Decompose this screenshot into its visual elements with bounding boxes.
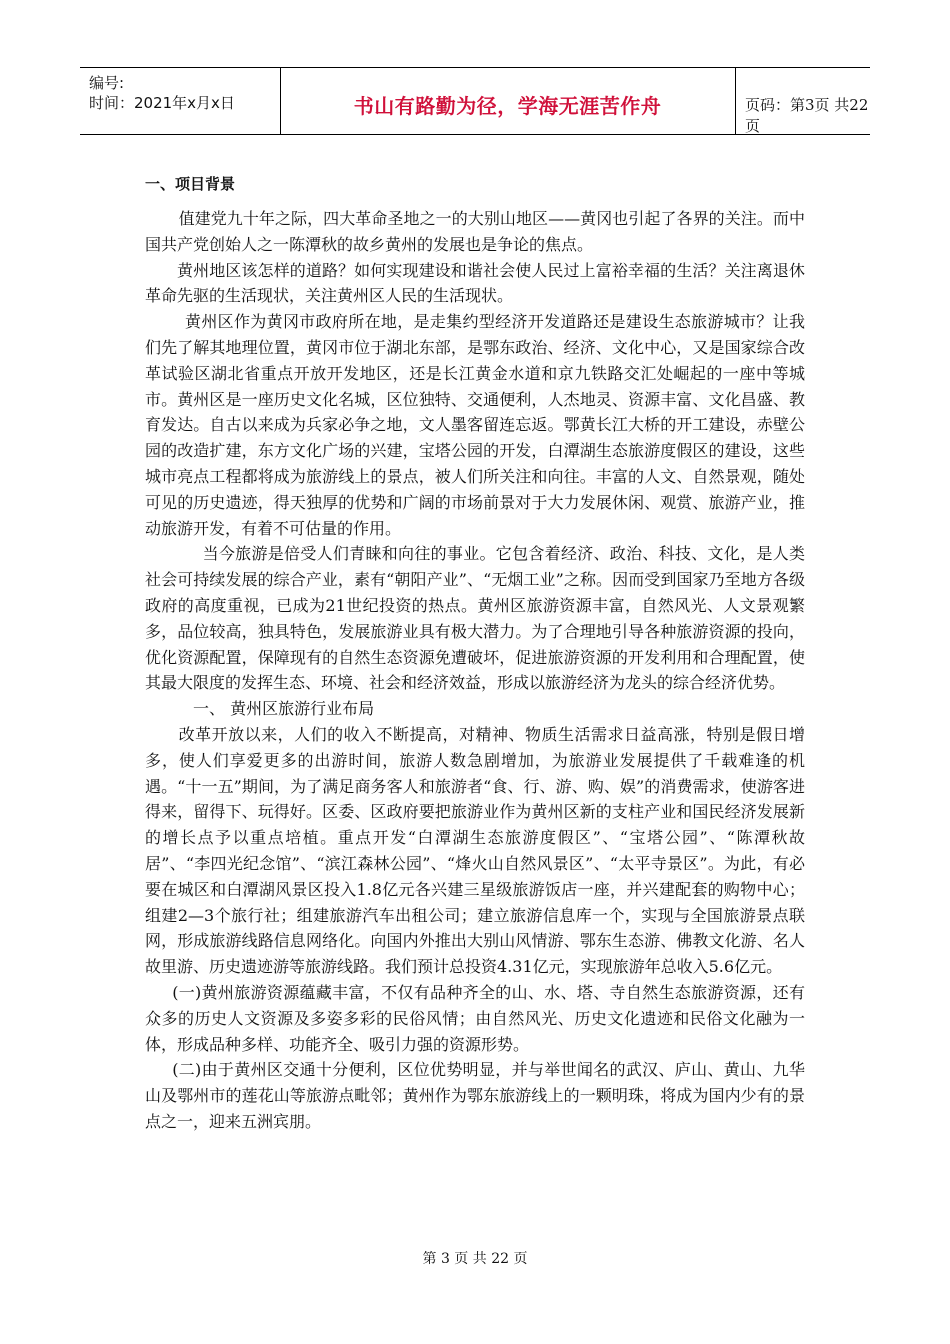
document-date-label: 时间：2021年x月x日 bbox=[89, 94, 235, 112]
paragraph-3: 黄州区作为黄冈市政府所在地，是走集约型经济开发道路还是建设生态旅游城市？让我们先了解其地理位置，黄冈市位于湖北东部，是鄂东政治、经济、文化中心，又是国家综合改革试验区湖北省重点开放开发地区，还是长江黄金水道和京九铁路交汇处崛起的一座中等城市。黄州区是一座历史文化名城，区位独特、交通便利，人杰地灵、资源丰富、文化昌盛、教育发达。自古以来成为兵家必争之地，文人墨客留连忘返。鄂黄长江大桥的开工建设，赤壁公园的改造扩建，东方文化广场的兴建，宝塔公园的开发，白潭湖生态旅游度假区的建设，这些城市亮点工程都将成为旅游线上的景点，被人们所关注和向往。丰富的人文、自然景观，随处可见的历史遗迹，得天独厚的优势和广阔的市场前景对于大力发展休闲、观赏、旅游产业，推动旅游开发，有着不可估量的作用。 bbox=[145, 312, 805, 538]
header-motto-cell bbox=[280, 68, 736, 134]
subheading: 一、 黄州区旅游行业布局 bbox=[193, 699, 375, 719]
paragraph-1: 值建党九十年之际，四大革命圣地之一的大别山地区——黄冈也引起了各界的关注。而中国共产党创始人之一陈潭秋的故乡黄州的发展也是争论的焦点。 bbox=[145, 209, 805, 254]
paragraph-6: (一)黄州旅游资源蕴藏丰富，不仅有品种齐全的山、水、塔、寺自然生态旅游资源，还有众多的历史人文资源及多姿多彩的民俗风情；由自然风光、历史文化遗迹和民俗文化融为一体，形成品种多样、功能齐全、吸引力强的资源形势。 bbox=[145, 982, 805, 1054]
header-page-info: 页码：第3页 共22页 bbox=[745, 96, 869, 135]
page-header bbox=[80, 67, 870, 135]
page-footer: 第 3 页 共 22 页 bbox=[422, 1251, 528, 1267]
paragraph-7: (二)由于黄州区交通十分便利，区位优势明显，并与举世闻名的武汉、庐山、黄山、九华山及鄂州市的莲花山等旅游点毗邻；黄州作为鄂东旅游线上的一颗明珠，将成为国内少有的景点之一，迎来五洲宾朋。 bbox=[145, 1060, 805, 1131]
document-body bbox=[145, 173, 805, 1135]
header-info-cell bbox=[80, 68, 281, 134]
paragraph-5: 改革开放以来，人们的收入不断提高，对精神、物质生活需求日益高涨，特别是假日增多，使人们享爱更多的出游时间，旅游人数急剧增加，为旅游业发展提供了千载难逢的机遇。“十一五”期间，为了满足商务客人和旅游者“食、行、游、购、娱”的消费需求，使游客进得来，留得下、玩得好。区委、区政府要把旅游业作为黄州区新的支柱产业和国民经济发展新的增长点予以重点培植。重点开发“白潭湖生态旅游度假区”、“宝塔公园”、“陈潭秋故居”、“李四光纪念馆”、“滨江森林公园”、“烽火山自然风景区”、“太平寺景区”。为此，有必要在城区和白潭湖风景区投入1.8亿元各兴建三星级旅游饭店一座，并兴建配套的购物中心；组建2—3个旅行社；组建旅游汽车出租公司；建立旅游信息库一个，实现与全国旅游景点联网，形成旅游线路信息网络化。向国内外推出大别山风情游、鄂东生态游、佛教文化游、名人故里游、历史遗迹游等旅游线路。我们预计总投资4.31亿元，实现旅游年总收入5.6亿元。 bbox=[145, 724, 805, 977]
paragraph-4: 当今旅游是倍受人们青睐和向往的事业。它包含着经济、政治、科技、文化，是人类社会可持续发展的综合产业，素有“朝阳产业”、“无烟工业”之称。因而受到国家乃至地方各级政府的高度重视，已成为21世纪投资的热点。黄州区旅游资源丰富，自然风光、人文景观繁多，品位较高，独具特色，发展旅游业具有极大潜力。为了合理地引导各种旅游资源的投向，优化资源配置，保障现有的自然生态资源免遭破坏，促进旅游资源的开发利用和合理配置，使其最大限度的发挥生态、环境、社会和经济效益，形成以旅游经济为龙头的综合经济优势。 bbox=[145, 544, 805, 693]
paragraph-2: 黄州地区该怎样的道路？如何实现建设和谐社会使人民过上富裕幸福的生活？关注离退休革命先驱的生活现状，关注黄州区人民的生活现状。 bbox=[145, 260, 805, 306]
header-page-cell bbox=[735, 68, 870, 134]
section-title: 一、项目背景 bbox=[145, 175, 236, 193]
header-motto: 书山有路勤为径，学海无涯苦作舟 bbox=[353, 94, 662, 118]
document-number-label: 编号: bbox=[89, 74, 125, 92]
